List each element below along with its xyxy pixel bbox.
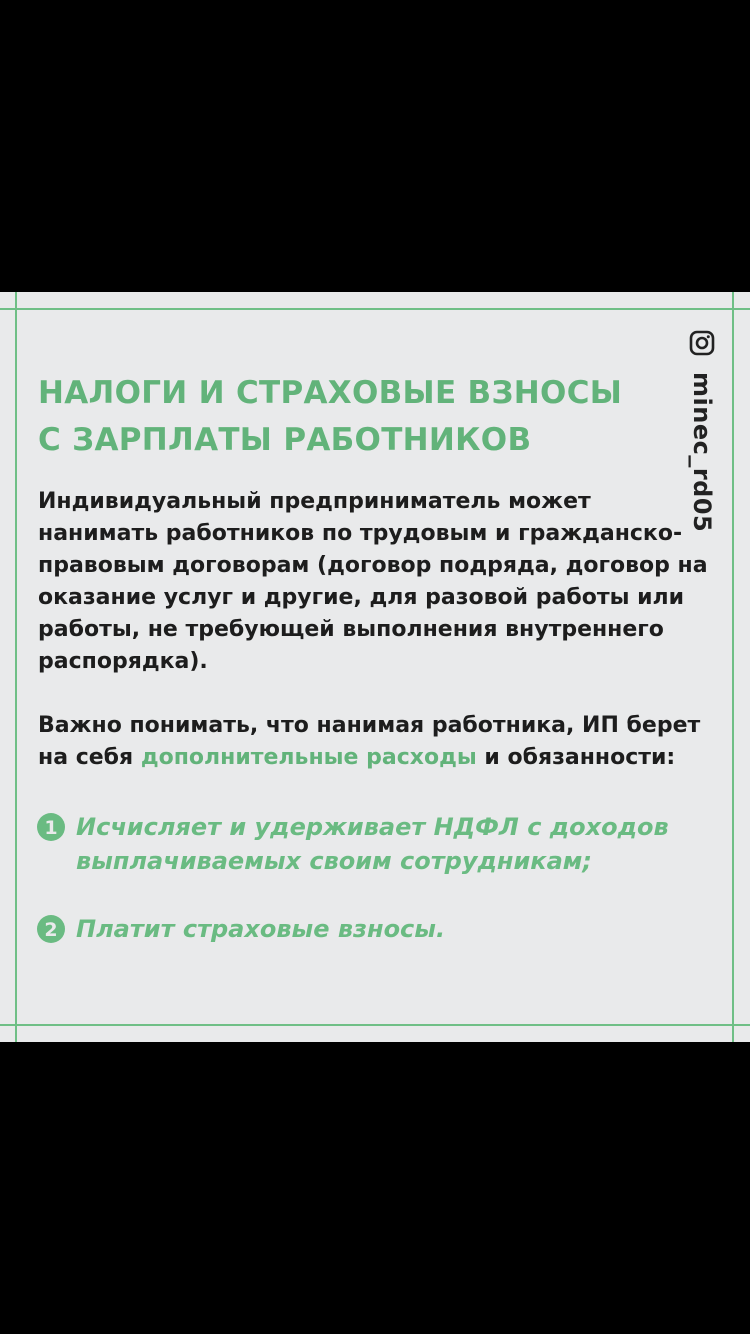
title-line-2: С ЗАРПЛАТЫ РАБОТНИКОВ [38, 422, 532, 458]
intro-line: правовым договорам (договор подряда, договор на [38, 553, 708, 578]
instagram-handle[interactable] [682, 330, 722, 533]
intro-paragraph [38, 486, 708, 678]
list-item-text [76, 810, 669, 878]
intro-line: оказание услуг и другие, для разовой работы или [38, 585, 685, 610]
intro-line: Индивидуальный предприниматель может [38, 489, 591, 514]
instagram-icon [689, 330, 715, 356]
number-one-icon [36, 812, 66, 842]
intro-line: распорядка). [38, 649, 208, 674]
obligations-text-after: и обязанности: [476, 745, 676, 770]
frame-line-left [15, 292, 17, 1042]
frame-line-right [732, 292, 734, 1042]
list-item-line: выплачиваемых своим сотрудникам; [76, 847, 592, 875]
number-two-label: 2 [44, 919, 58, 941]
list-item-line: Исчисляет и удерживает НДФЛ с доходов [76, 813, 669, 841]
title-line-1: НАЛОГИ И СТРАХОВЫЕ ВЗНОСЫ [38, 375, 623, 411]
list-item-text [76, 912, 445, 946]
obligations-line-2 [38, 742, 698, 774]
frame-line-top [0, 308, 750, 310]
instagram-handle-text: minec_rd05 [688, 372, 716, 533]
obligations-paragraph [38, 710, 701, 774]
number-two-icon [36, 914, 66, 944]
info-card [0, 292, 750, 1042]
frame-line-bottom [0, 1024, 750, 1026]
number-one-label: 1 [44, 817, 58, 839]
obligations-text-before: на себя [38, 745, 141, 770]
intro-line: нанимать работников по трудовым и гражданско- [38, 521, 683, 546]
extra-expenses-highlight: дополнительные расходы [140, 745, 477, 770]
list-item-line: Платит страховые взносы. [76, 915, 446, 943]
intro-line: работы, не требующей выполнения внутреннего [38, 617, 664, 642]
page-title [38, 370, 678, 464]
obligations-line-1: Важно понимать, что нанимая работника, ИП берет [38, 713, 701, 738]
